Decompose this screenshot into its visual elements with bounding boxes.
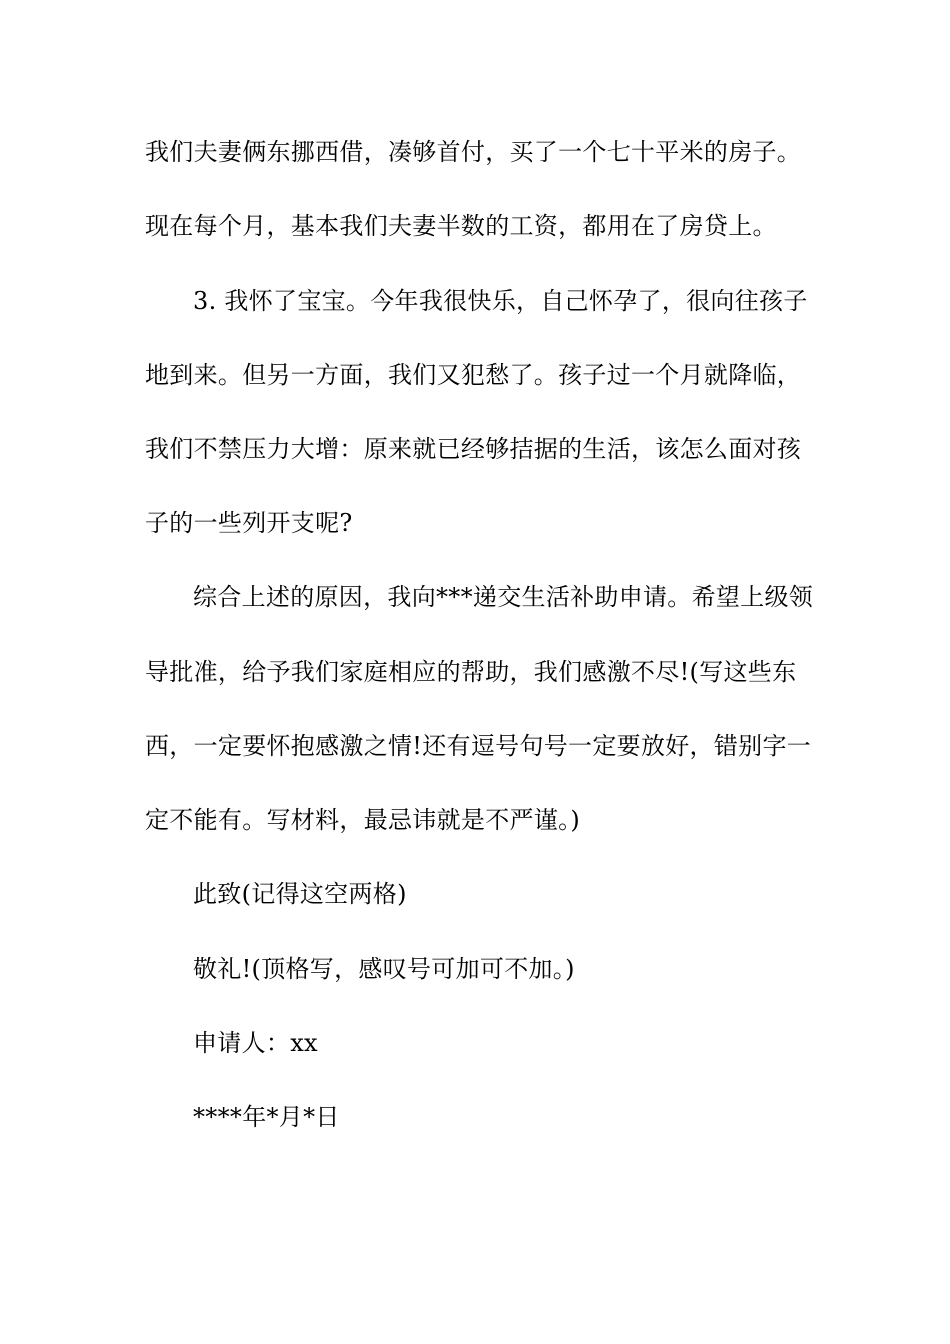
text-line-6: 子的一些列开支呢? [145, 509, 353, 537]
text-line-1: 我们夫妻俩东挪西借，凑够首付，买了一个七十平米的房子。 [145, 138, 802, 166]
text-line-8: 导批准，给予我们家庭相应的帮助，我们感激不尽!(写这些东 [145, 658, 797, 686]
text-line-4: 地到来。但另一方面，我们又犯愁了。孩子过一个月就降临， [145, 361, 802, 389]
applicant-signature: 申请人：xx [193, 1029, 318, 1057]
document-date: ****年*月*日 [193, 1103, 340, 1131]
text-line-10: 定不能有。写材料，最忌讳就是不严谨。) [145, 806, 581, 834]
closing-salutation: 此致(记得这空两格) [193, 880, 407, 908]
text-line-3: 3. 我怀了宝宝。今年我很快乐，自己怀孕了，很向往孩子 [193, 287, 808, 315]
text-line-7: 综合上述的原因，我向***递交生活补助申请。希望上级领 [193, 583, 814, 611]
text-line-5: 我们不禁压力大增：原来就已经够拮据的生活，该怎么面对孩 [145, 435, 802, 463]
closing-regards: 敬礼!(顶格写，感叹号可加可不加。) [193, 955, 575, 983]
text-line-2: 现在每个月，基本我们夫妻半数的工资，都用在了房贷上。 [145, 212, 777, 240]
text-line-9: 西，一定要怀抱感激之情!还有逗号句号一定要放好，错别字一 [145, 732, 812, 760]
